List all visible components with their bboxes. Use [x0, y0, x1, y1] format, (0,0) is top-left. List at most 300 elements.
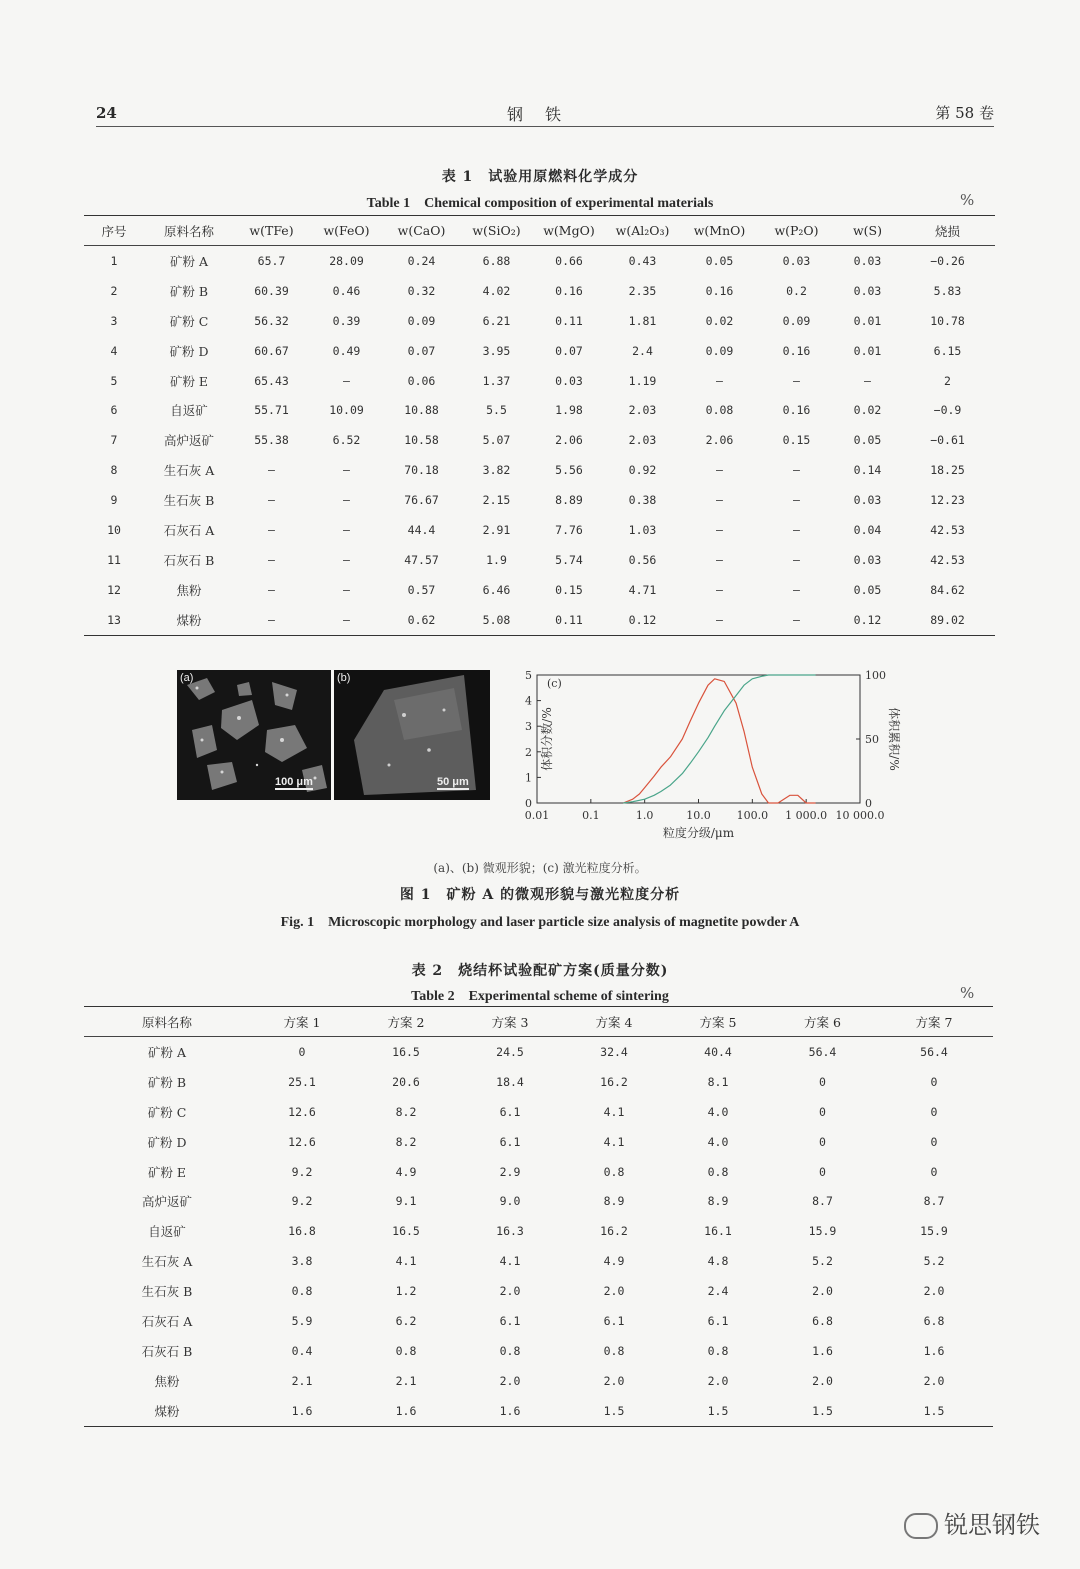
table-cell: 0.57 — [407, 582, 436, 597]
table-row — [84, 366, 995, 396]
table1-col-header: w(SiO₂) — [459, 216, 534, 246]
table-cell: 28.09 — [329, 253, 364, 268]
table-cell: 16.5 — [392, 1044, 420, 1059]
table-cell: 8 — [110, 463, 118, 478]
table-cell: 2.06 — [705, 433, 734, 448]
table-cell: 8.2 — [395, 1134, 417, 1149]
table-cell: 0 — [930, 1134, 938, 1149]
table-cell: 56.32 — [254, 313, 289, 328]
table-cell: 4.0 — [707, 1134, 729, 1149]
table-cell: 7.76 — [555, 522, 583, 537]
table-cell: 11 — [107, 552, 121, 567]
table-cell: 0.11 — [534, 605, 604, 635]
table1-caption-zh: 表 1 试验用原燃料化学成分 — [441, 169, 639, 185]
table-cell: −0.61 — [930, 433, 965, 448]
table-cell: — — [234, 605, 309, 635]
table-cell: 56.4 — [808, 1044, 837, 1059]
table-cell: 16.8 — [288, 1224, 316, 1239]
table-cell: 0.12 — [835, 605, 900, 635]
table-cell: 10.88 — [404, 403, 439, 418]
table-cell: 8.1 — [707, 1074, 729, 1089]
table-cell: 2.91 — [482, 522, 511, 537]
table-cell: 9.1 — [395, 1194, 417, 1209]
panel-c-tag: (c) — [547, 677, 562, 690]
table-cell: 0.2 — [786, 283, 807, 298]
table-cell: 石灰石 A — [163, 522, 215, 538]
table-cell: 0.03 — [555, 373, 583, 388]
table-cell: 2.0 — [603, 1284, 625, 1299]
table-cell: — — [793, 493, 800, 508]
table-cell: 5.08 — [459, 605, 534, 635]
table-cell: 5.56 — [555, 463, 583, 478]
y-right-tick-label: 100 — [865, 669, 886, 682]
table-cell: 矿粉 C — [169, 313, 209, 329]
table-cell: 5.2 — [812, 1254, 833, 1269]
table-cell: — — [343, 552, 350, 567]
table-cell: 高炉返矿 — [141, 1194, 192, 1210]
table-cell: 2.0 — [923, 1373, 945, 1388]
table1-col-header: w(TFe) — [234, 216, 309, 246]
table-row — [84, 1037, 993, 1067]
table-cell: 0.92 — [628, 463, 657, 478]
table-cell: 0.03 — [853, 253, 882, 268]
table-cell: — — [343, 522, 350, 537]
table-row — [84, 1306, 993, 1336]
table-cell: 矿粉 B — [147, 1074, 187, 1090]
table2-col-header: 方案 4 — [562, 1007, 666, 1037]
table-cell: 生石灰 A — [163, 463, 215, 479]
table-cell: 13 — [84, 605, 144, 635]
table-cell: 84.62 — [930, 582, 965, 597]
table-cell: 0 — [819, 1074, 826, 1089]
table1-col-header: w(FeO) — [309, 216, 384, 246]
table-cell: 0.49 — [332, 343, 361, 358]
table1-col-header: w(Al₂O₃) — [604, 216, 681, 246]
table-cell: 15.9 — [920, 1224, 948, 1239]
table-cell: 0.03 — [853, 493, 882, 508]
table-cell: 4.1 — [395, 1254, 417, 1269]
table-cell: 0.8 — [707, 1164, 729, 1179]
table-row — [84, 1246, 993, 1276]
table-cell: 矿粉 D — [169, 343, 209, 359]
table-cell: 8.89 — [555, 493, 583, 508]
table-row — [84, 515, 995, 545]
plot-frame — [537, 675, 860, 803]
table-cell: 石灰石 B — [141, 1343, 193, 1359]
table-row — [84, 336, 995, 366]
table-cell: 1.5 — [875, 1396, 993, 1426]
particle-size-chart — [515, 665, 905, 845]
figure1-caption-en: Fig. 1 Microscopic morphology and laser particle size analysis of magnetite powder A — [280, 915, 800, 930]
y-right-tick-label: 50 — [865, 733, 879, 746]
table-cell: 6.8 — [923, 1313, 945, 1328]
table-cell: 0.02 — [705, 313, 734, 328]
table-cell: — — [681, 605, 758, 635]
y-right-tick-label: 0 — [865, 797, 872, 810]
table-cell: 1.6 — [250, 1396, 354, 1426]
table-cell: 0.14 — [853, 463, 882, 478]
table-cell: 7 — [110, 433, 118, 448]
page-header — [96, 98, 994, 127]
table-cell: 16.2 — [600, 1074, 628, 1089]
x-axis-label: 粒度分级/μm — [662, 826, 735, 840]
table-cell: 6.1 — [707, 1313, 729, 1328]
sem-image-a — [177, 670, 331, 800]
table-cell: — — [864, 373, 871, 388]
wechat-icon — [904, 1513, 938, 1539]
table-cell: 0.24 — [407, 253, 436, 268]
table-cell: 煤粉 — [84, 1396, 250, 1426]
table-cell: 生石灰 B — [141, 1284, 193, 1300]
table-cell: 25.1 — [288, 1074, 316, 1089]
table-cell: 4.8 — [707, 1254, 729, 1269]
table-cell: — — [268, 493, 275, 508]
table-cell: 0.43 — [628, 253, 657, 268]
table-cell: 55.71 — [254, 403, 289, 418]
table-cell: 自返矿 — [148, 1224, 186, 1240]
table-row — [84, 1336, 993, 1366]
table-cell: 6.1 — [499, 1134, 521, 1149]
table1-caption-en: Table 1 Chemical composition of experimental materials — [366, 196, 714, 211]
table-cell: 2.0 — [812, 1373, 833, 1388]
table-cell: 1.6 — [354, 1396, 458, 1426]
table-cell: 0.09 — [782, 313, 811, 328]
table-cell: — — [716, 373, 723, 388]
table-cell: 6.1 — [499, 1313, 521, 1328]
table-cell: 矿粉 D — [147, 1134, 187, 1150]
table2-header-row — [84, 1007, 993, 1037]
table-row — [84, 1276, 993, 1306]
table-cell: 0.39 — [332, 313, 361, 328]
x-tick-label: 1 000.0 — [785, 809, 828, 822]
table-cell: 0.16 — [782, 343, 811, 358]
table1-col-header: w(MnO) — [681, 216, 758, 246]
table-cell: 2.0 — [499, 1373, 521, 1388]
table-cell: 60.67 — [254, 343, 289, 358]
table-cell: — — [716, 493, 723, 508]
table-cell: 1.81 — [628, 313, 657, 328]
table-cell: 10 — [107, 522, 121, 537]
table-cell: — — [268, 552, 275, 567]
table1-col-header: 原料名称 — [144, 216, 234, 246]
panel-a-tag: (a) — [180, 672, 194, 684]
table-cell: 89.02 — [900, 605, 995, 635]
table-cell: 煤粉 — [144, 605, 234, 635]
table1-col-header: w(P₂O) — [758, 216, 835, 246]
table-cell: 9 — [110, 493, 118, 508]
table-cell: 5.83 — [933, 283, 962, 298]
table-cell: −0.9 — [933, 403, 962, 418]
table-cell: 1.5 — [666, 1396, 770, 1426]
table2-unit: % — [960, 984, 975, 1002]
panel-b-scalebar: 50 μm — [437, 776, 469, 788]
table-cell: 1.98 — [555, 403, 583, 418]
table-cell: 0.38 — [628, 493, 657, 508]
table-cell: 1.2 — [395, 1284, 417, 1299]
table-cell: 0 — [819, 1134, 826, 1149]
table-cell: 0.05 — [853, 433, 882, 448]
y-axis-label: 体积分数/% — [540, 707, 554, 771]
table-cell: 0.8 — [395, 1343, 417, 1358]
table-cell: 5.9 — [291, 1313, 313, 1328]
volume-fraction-line — [623, 679, 815, 803]
table2-caption-en: Table 2 Experimental scheme of sintering — [411, 989, 669, 1004]
table-cell: 6.2 — [395, 1313, 417, 1328]
table-cell: 0.46 — [332, 283, 361, 298]
table-row — [84, 1366, 993, 1396]
table-cell: 0.4 — [291, 1343, 313, 1358]
table-cell: 4.0 — [707, 1104, 729, 1119]
table-cell: 0.15 — [782, 433, 811, 448]
table-cell: 6.1 — [499, 1104, 521, 1119]
table-cell: 0.8 — [291, 1284, 313, 1299]
table-cell: — — [716, 582, 723, 597]
table-cell: 0.05 — [705, 253, 734, 268]
table-cell: 4.1 — [603, 1104, 625, 1119]
table-cell: — — [343, 493, 350, 508]
table-cell: 0.09 — [407, 313, 436, 328]
table-cell: 8.7 — [923, 1194, 945, 1209]
table-cell: 9.2 — [291, 1194, 313, 1209]
table-cell: 6.88 — [482, 253, 511, 268]
table-cell: 10.58 — [404, 433, 439, 448]
y-tick-label: 1 — [525, 771, 532, 785]
table-cell: — — [716, 463, 723, 478]
table-cell: 0.66 — [555, 253, 583, 268]
table-cell: 4 — [110, 343, 118, 358]
table-cell: 0.8 — [707, 1343, 729, 1358]
table-row — [84, 605, 995, 635]
table-cell: 6.1 — [603, 1313, 625, 1328]
table-cell: 0.07 — [407, 343, 436, 358]
table-cell: 0.03 — [853, 283, 882, 298]
y-tick-label: 5 — [525, 669, 532, 682]
table1-col-header: w(S) — [835, 216, 900, 246]
x-tick-label: 0.01 — [524, 809, 550, 822]
table-cell: 2.9 — [499, 1164, 521, 1179]
table-cell: 焦粉 — [176, 582, 202, 598]
table1-col-header: 序号 — [84, 216, 144, 246]
table-cell: 1 — [110, 253, 118, 268]
table-cell: 70.18 — [404, 463, 439, 478]
table-cell: 矿粉 A — [169, 253, 208, 269]
table-cell: 3 — [110, 313, 118, 328]
table-cell: 6 — [110, 403, 118, 418]
table-cell: 石灰石 A — [141, 1313, 193, 1329]
table1-col-header: w(MgO) — [534, 216, 604, 246]
table2-col-header: 方案 7 — [875, 1007, 993, 1037]
table-cell: 3.82 — [482, 463, 511, 478]
table-cell: 0 — [930, 1104, 938, 1119]
table-cell: 55.38 — [254, 433, 289, 448]
panel-a-scalebar: 100 μm — [275, 776, 313, 788]
table-cell: 0.56 — [628, 552, 657, 567]
table-cell: 65.7 — [257, 253, 286, 268]
figure1-subcaption: (a)、(b) 微观形貌；(c) 激光粒度分析。 — [433, 861, 647, 875]
table-cell: — — [268, 522, 275, 537]
table-cell: 1.6 — [923, 1343, 945, 1358]
table-cell: 0.15 — [555, 582, 583, 597]
table-cell: 16.3 — [496, 1224, 524, 1239]
table-cell: 10.09 — [329, 403, 364, 418]
table-cell: 2 — [944, 373, 951, 388]
table-cell: 44.4 — [407, 522, 436, 537]
table-cell: 焦粉 — [154, 1373, 180, 1389]
table-row — [84, 455, 995, 485]
table-cell: 1.03 — [628, 522, 657, 537]
table-row — [84, 1157, 993, 1187]
table-row — [84, 395, 995, 425]
table-cell: — — [758, 605, 835, 635]
table-cell: 0.08 — [705, 403, 734, 418]
table-cell: 4.9 — [603, 1254, 625, 1269]
table-cell: 42.53 — [930, 522, 965, 537]
table-cell: — — [268, 463, 275, 478]
table2-col-header: 方案 3 — [458, 1007, 562, 1037]
table-cell: 4.02 — [482, 283, 511, 298]
table-row — [84, 1216, 993, 1246]
table-row — [84, 1396, 993, 1426]
table-cell: 18.25 — [930, 463, 965, 478]
table2-col-header: 方案 6 — [770, 1007, 875, 1037]
table-cell: 8.2 — [395, 1104, 417, 1119]
table-cell: 1.6 — [812, 1343, 833, 1358]
table-cell: 2.06 — [555, 433, 583, 448]
table-cell: 自返矿 — [170, 403, 208, 419]
table-cell: 60.39 — [254, 283, 289, 298]
table-cell: 0.16 — [782, 403, 811, 418]
y-tick-label: 0 — [525, 797, 532, 810]
table1 — [84, 215, 995, 636]
table-row — [84, 1127, 993, 1157]
y-tick-label: 2 — [525, 745, 532, 759]
table-cell: 0 — [930, 1164, 938, 1179]
table-cell: 4.1 — [603, 1134, 625, 1149]
table-cell: 2.03 — [628, 403, 657, 418]
table-cell: — — [343, 463, 350, 478]
x-tick-label: 100.0 — [736, 809, 769, 822]
y-tick-label: 3 — [525, 720, 532, 734]
sem-image-b — [334, 670, 490, 800]
table-cell: 24.5 — [496, 1044, 524, 1059]
table-cell: 矿粉 C — [147, 1104, 187, 1120]
table-cell: 0.01 — [853, 313, 882, 328]
table-cell: 矿粉 E — [169, 373, 209, 389]
table-cell: 0.62 — [384, 605, 459, 635]
table-cell: — — [268, 582, 275, 597]
table-cell: 5 — [110, 373, 118, 388]
table-cell: 生石灰 A — [141, 1254, 193, 1270]
table-cell: 0 — [298, 1044, 306, 1059]
table-row — [84, 425, 995, 455]
table-cell: 1.37 — [482, 373, 511, 388]
table-cell: 16.2 — [600, 1224, 628, 1239]
table-cell: 8.9 — [707, 1194, 729, 1209]
table-cell: 2 — [110, 283, 118, 298]
table-cell: 0.09 — [705, 343, 734, 358]
table-cell: 2.0 — [499, 1284, 521, 1299]
table-cell: 4.9 — [395, 1164, 417, 1179]
table-cell: 0.16 — [705, 283, 734, 298]
table-row — [84, 276, 995, 306]
x-tick-label: 10 000.0 — [835, 809, 885, 822]
table2-col-header: 原料名称 — [84, 1007, 250, 1037]
table-cell: 0.12 — [604, 605, 681, 635]
table-cell: 65.43 — [254, 373, 289, 388]
table-cell: 56.4 — [920, 1044, 948, 1059]
figure1-caption-zh: 图 1 矿粉 A 的微观形貌与激光粒度分析 — [399, 887, 681, 903]
table-cell: — — [793, 582, 800, 597]
table1-col-header: w(CaO) — [384, 216, 459, 246]
table-cell: 2.03 — [628, 433, 657, 448]
table-cell: 15.9 — [808, 1224, 837, 1239]
table-cell: −0.26 — [930, 253, 965, 268]
watermark — [904, 1505, 1040, 1540]
table-cell: 2.1 — [395, 1373, 417, 1388]
table-cell: — — [716, 522, 723, 537]
table-cell: 12 — [107, 582, 121, 597]
table-cell: 3.8 — [291, 1254, 313, 1269]
table-cell: — — [793, 373, 800, 388]
table-cell: 0.11 — [555, 313, 583, 328]
table-cell: 16.5 — [392, 1224, 420, 1239]
journal-name: 钢铁 — [506, 105, 583, 124]
table-cell: 6.15 — [933, 343, 962, 358]
table-cell: 2.1 — [291, 1373, 313, 1388]
table-cell: 2.0 — [603, 1373, 625, 1388]
table-cell: 0.16 — [555, 283, 583, 298]
table-cell: 40.4 — [704, 1044, 732, 1059]
table-cell: 12.6 — [288, 1134, 316, 1149]
table-cell: 42.53 — [930, 552, 965, 567]
table-cell: 6.8 — [812, 1313, 833, 1328]
table-cell: 0 — [819, 1104, 826, 1119]
table-cell: 10.78 — [930, 313, 965, 328]
table-cell: 16.1 — [704, 1224, 732, 1239]
y-right-axis-label: 体积累积/% — [887, 707, 901, 771]
table-cell: 2.4 — [632, 343, 653, 358]
table-cell: 8.7 — [812, 1194, 833, 1209]
table-row — [84, 246, 995, 276]
table-cell: — — [793, 552, 800, 567]
table-cell: 4.71 — [628, 582, 657, 597]
table-cell: 0.04 — [853, 522, 882, 537]
table-cell: 12.6 — [288, 1104, 316, 1119]
cumulative-volume-line — [623, 675, 815, 803]
table-cell: — — [793, 522, 800, 537]
table2 — [84, 1006, 993, 1427]
table2-col-header: 方案 5 — [666, 1007, 770, 1037]
table-cell: 0.8 — [499, 1343, 521, 1358]
table-row — [84, 485, 995, 515]
table-cell: 5.07 — [482, 433, 511, 448]
table-cell: 18.4 — [496, 1074, 524, 1089]
table-cell: — — [343, 373, 350, 388]
table-cell: 0.32 — [407, 283, 436, 298]
table-cell: 8.9 — [603, 1194, 625, 1209]
table-cell: 石灰石 B — [163, 552, 215, 568]
table-cell: 高炉返矿 — [163, 433, 214, 449]
table-cell: 12.23 — [930, 493, 965, 508]
table-cell: — — [343, 582, 350, 597]
table-cell: 0.8 — [603, 1164, 625, 1179]
table-cell: 0 — [819, 1164, 826, 1179]
table-cell: 2.15 — [482, 493, 511, 508]
table-cell: 0.03 — [782, 253, 811, 268]
table-cell: — — [716, 552, 723, 567]
x-tick-label: 0.1 — [582, 809, 600, 822]
table-cell: 47.57 — [404, 552, 439, 567]
